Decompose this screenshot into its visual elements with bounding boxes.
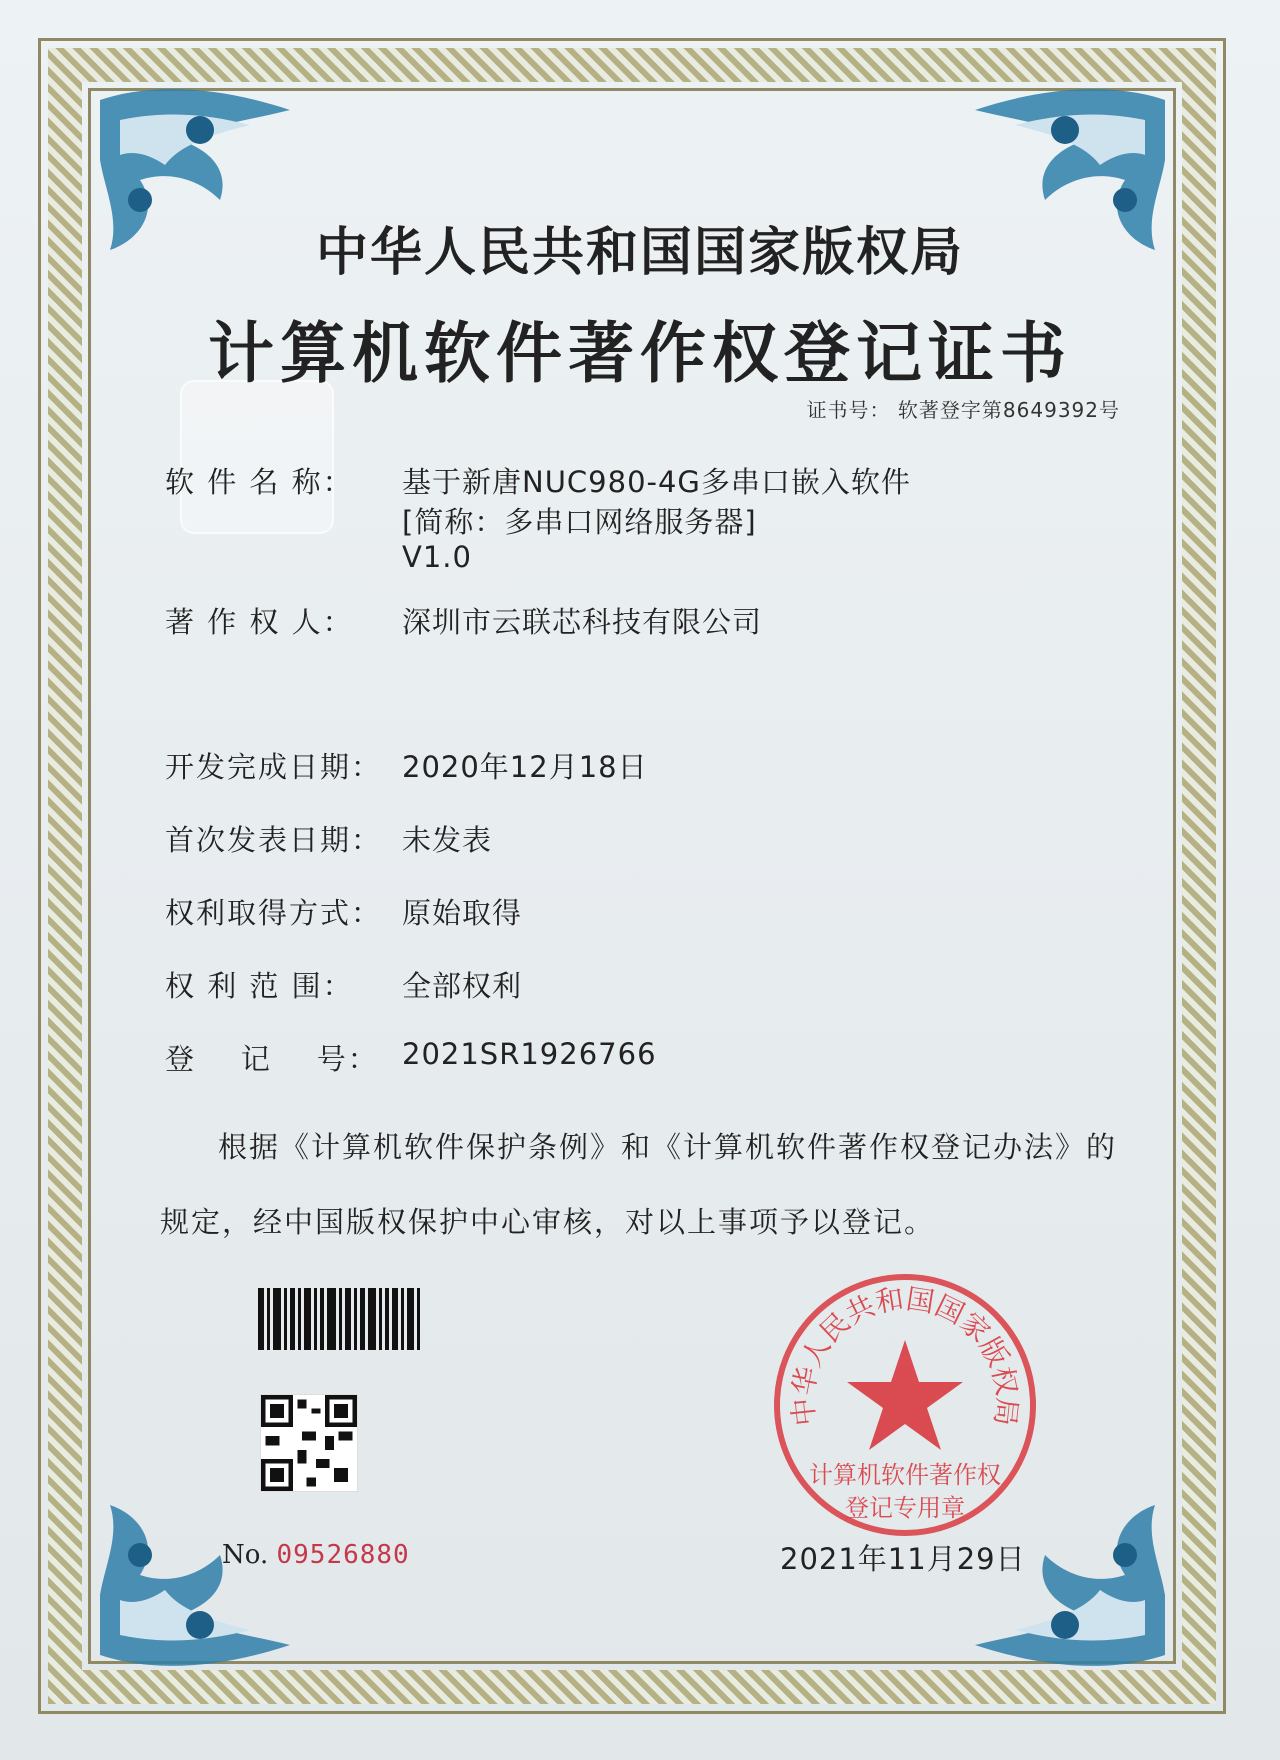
publish-date-value: 未发表 bbox=[402, 823, 493, 857]
statement-line-1: 根据《计算机软件保护条例》和《计算机软件著作权登记办法》的 bbox=[218, 1130, 1118, 1164]
certificate-title: 计算机软件著作权登记证书 bbox=[208, 314, 1072, 392]
star-icon bbox=[847, 1340, 963, 1450]
issuer-title: 中华人民共和国国家版权局 bbox=[315, 223, 964, 283]
statement-line-2: 规定，经中国版权保护中心审核，对以上事项予以登记。 bbox=[160, 1205, 936, 1239]
software-name-label: 软 件 名 称： bbox=[165, 465, 354, 499]
copyright-owner-value: 深圳市云联芯科技有限公司 bbox=[402, 605, 763, 639]
corner-ornament-bottom-left bbox=[80, 1485, 310, 1685]
serial-number bbox=[222, 1540, 410, 1570]
issue-date: 2021年11月29日 bbox=[780, 1542, 1026, 1576]
qr-code bbox=[260, 1394, 358, 1492]
certificate-number: 证书号： 软著登字第8649392号 bbox=[806, 398, 1120, 422]
acquire-method-label: 权利取得方式： bbox=[165, 896, 383, 930]
registration-number-label: 登 记 号： bbox=[165, 1042, 379, 1076]
seal-text-line-2: 登记专用章 bbox=[845, 1494, 965, 1522]
rights-scope-label: 权 利 范 围： bbox=[165, 969, 354, 1003]
acquire-method-value: 原始取得 bbox=[402, 896, 523, 930]
serial-value: 09526880 bbox=[276, 1540, 410, 1570]
software-version: V1.0 bbox=[402, 540, 472, 574]
seal-text-line-1: 计算机软件著作权 bbox=[809, 1461, 1001, 1489]
scroll-ornament-icon bbox=[80, 1485, 310, 1685]
rights-scope-value: 全部权利 bbox=[402, 969, 523, 1003]
software-name-value: 基于新唐NUC980-4G多串口嵌入软件 bbox=[402, 465, 911, 499]
seal-ring-text: 中华人民共和国国家版权局 bbox=[786, 1282, 1024, 1428]
copyright-owner-label: 著 作 权 人： bbox=[165, 605, 354, 639]
dev-date-value: 2020年12月18日 bbox=[402, 750, 648, 784]
publish-date-label: 首次发表日期： bbox=[165, 823, 383, 857]
dev-date-label: 开发完成日期： bbox=[165, 750, 383, 784]
embossed-watermark bbox=[180, 380, 334, 534]
serial-prefix: No. bbox=[222, 1540, 269, 1570]
barcode bbox=[258, 1288, 438, 1350]
software-short-name: [简称：多串口网络服务器] bbox=[402, 505, 757, 539]
registration-number-value: 2021SR1926766 bbox=[402, 1037, 657, 1071]
